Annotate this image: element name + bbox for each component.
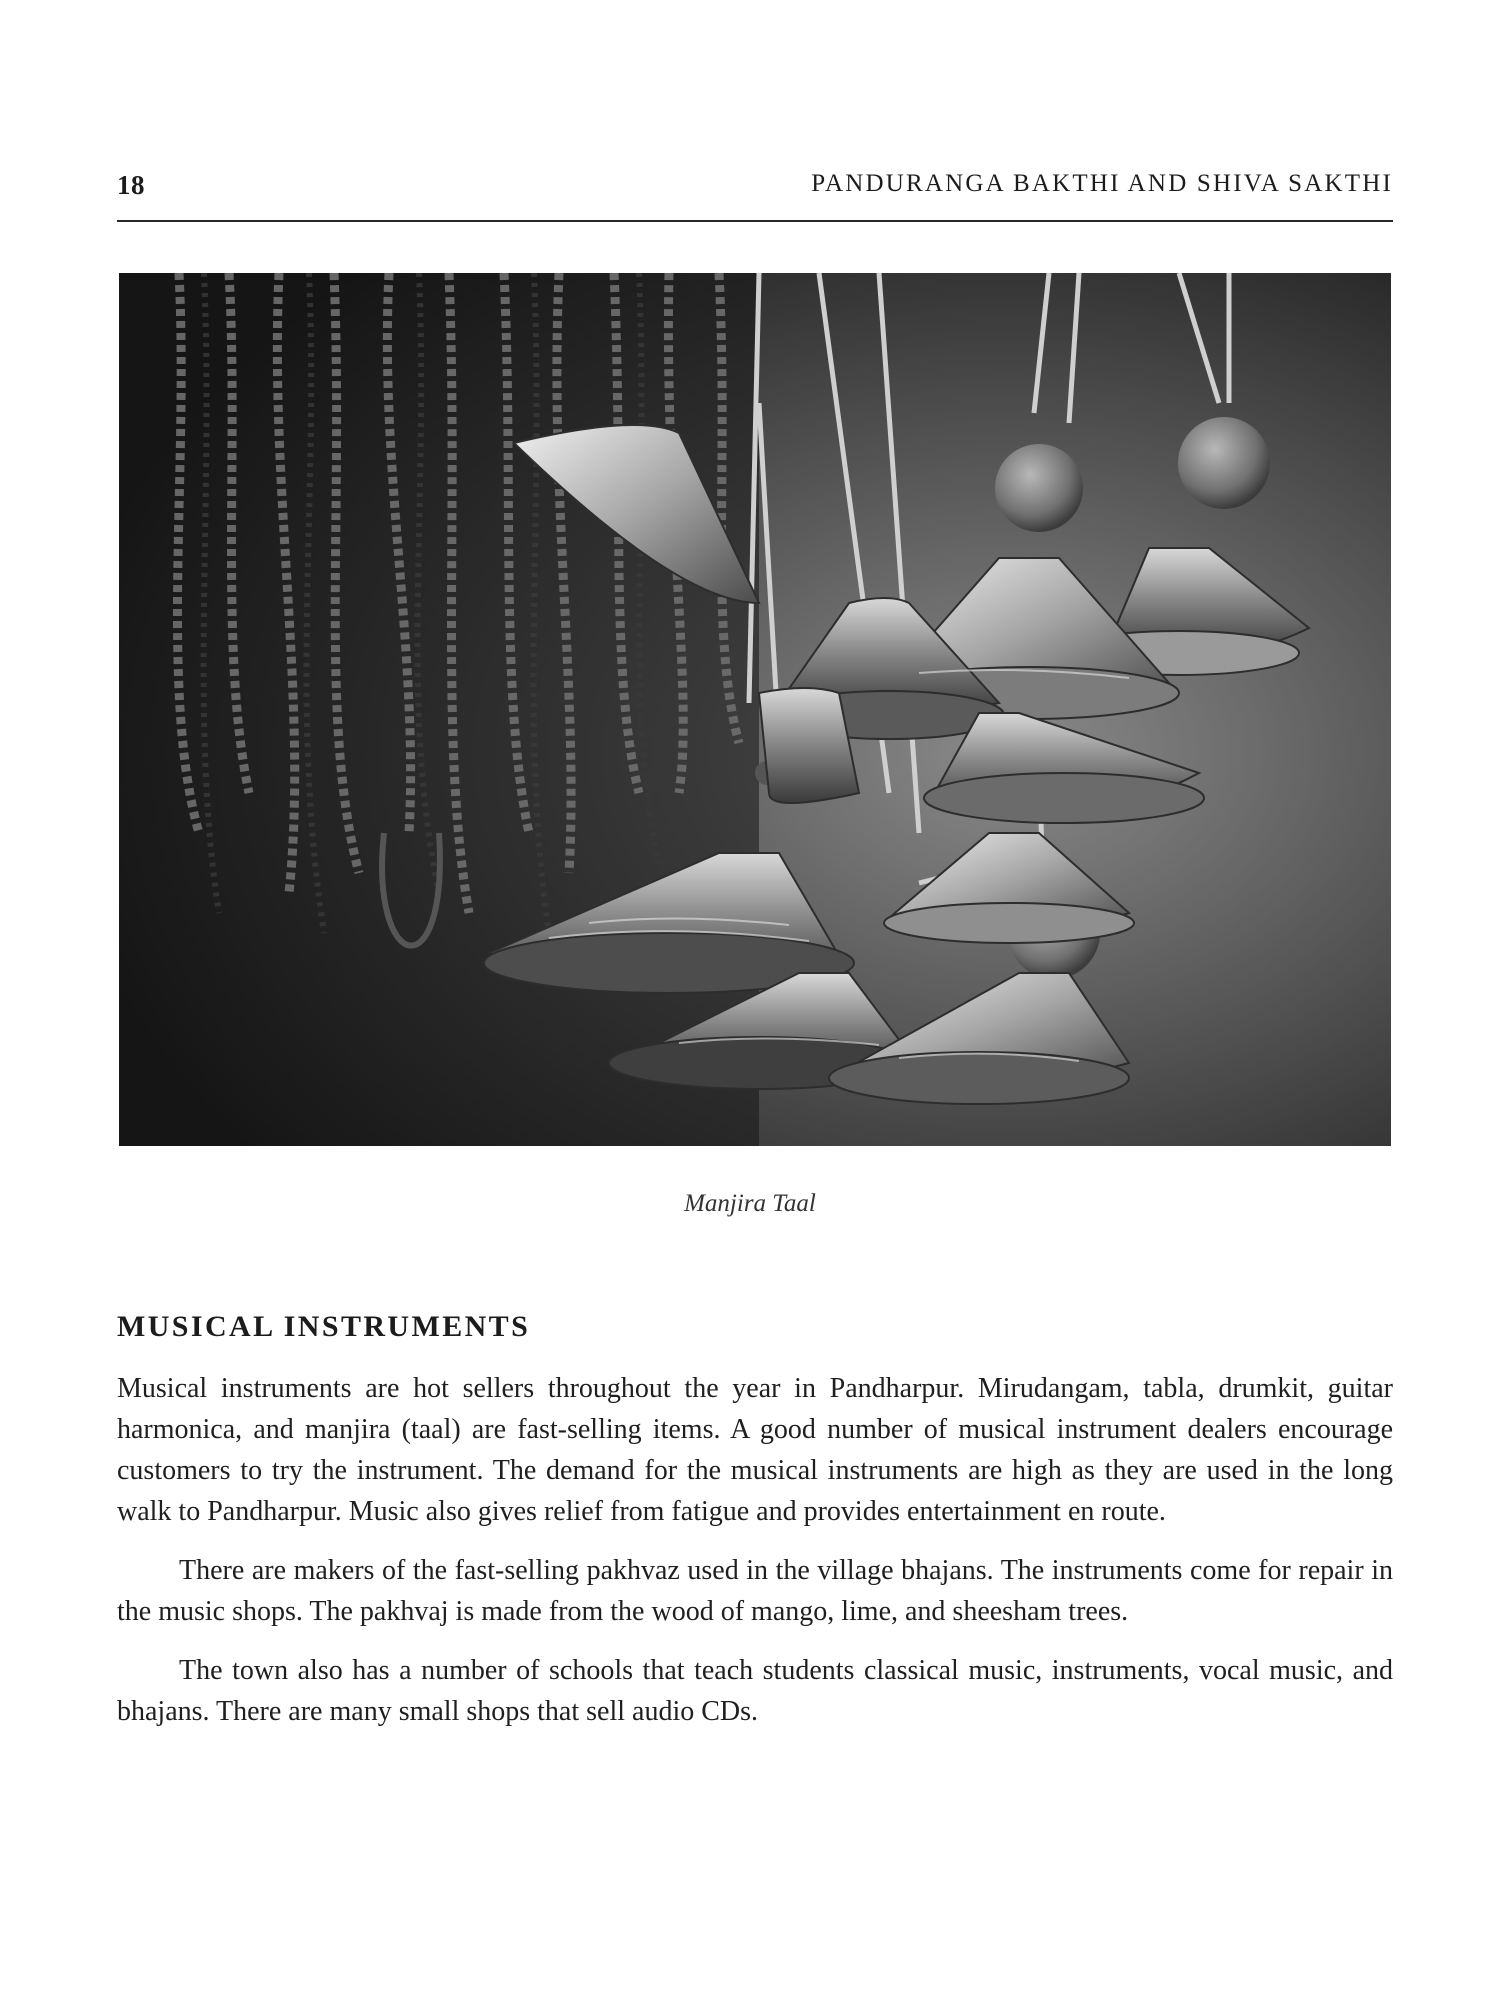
manjira-photo (119, 273, 1391, 1146)
section-heading: MUSICAL INSTRUMENTS (117, 1310, 531, 1343)
running-title: PANDURANGA BAKTHI AND SHIVA SAKTHI (811, 170, 1393, 197)
paragraph-2: There are makers of the fast-selling pakhvaz used in the village bhajans. The instruments come for repair in the music shops. The pakhvaj is made from the wood of mango, lime, and sheesham trees. (117, 1555, 1393, 1627)
figure-caption: Manjira Taal (684, 1190, 816, 1217)
page-number: 18 (117, 170, 145, 200)
paragraph-3: The town also has a number of schools that teach students classical music, instruments, vocal music, and bhajans. There are many small shops that sell audio CDs. (117, 1655, 1393, 1727)
header-rule (117, 220, 1393, 222)
manjira-photo-illustration (119, 273, 1391, 1146)
section-body (117, 1368, 1393, 1750)
paragraph-1: Musical instruments are hot sellers throughout the year in Pandharpur. Mirudangam, tabla, drumkit, guitar harmonica, and manjira (taal) are fast-selling items. A good number of musical instrument dealers encourage customers to try the instrument. The demand for the musical instruments are high as they are used in the long walk to Pandharpur. Music also gives relief from fatigue and provides entertainment en route. (117, 1373, 1393, 1527)
page-header (117, 164, 1393, 204)
